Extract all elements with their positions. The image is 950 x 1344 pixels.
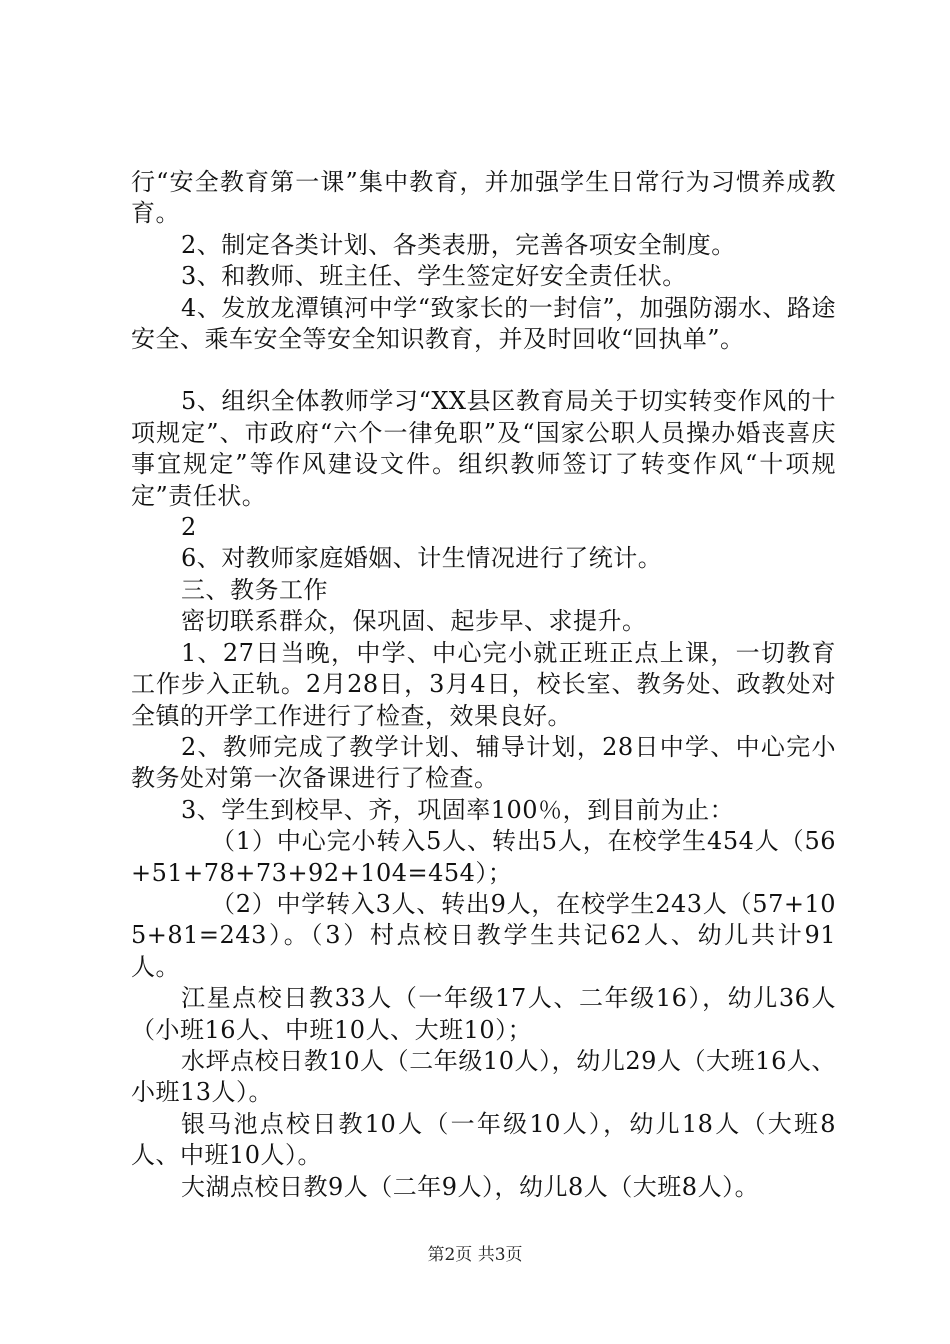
paragraph-academic-3: 3、学生到校早、齐，巩固率100％，到目前为止：: [181, 795, 735, 824]
section-heading-academic-affairs: 三、教务工作: [181, 575, 328, 604]
page-footer: 第2页 共3页: [427, 1245, 523, 1265]
paragraph-school-jiangxing: 江星点校日教33人（一年级17人、二年级16），幼儿36人（小班16人、中班10人、大班10）；: [131, 984, 836, 1044]
paragraph-summary: 密切联系群众，保巩固、起步早、求提升。: [181, 607, 647, 636]
paragraph-item-6: 6、对教师家庭婚姻、计生情况进行了统计。: [181, 544, 663, 573]
paragraph-sub-1: （1）中心完小转入5人、转出5人，在校学生454人（56+51+78+73+92+104=454）；: [131, 827, 836, 887]
paragraph-item-4: 4、发放龙潭镇河中学“致家长的一封信”，加强防溺水、路途安全、乘车安全等安全知识教育，并及时回收“回执单”。: [131, 293, 836, 354]
paragraph-academic-1: 1、27日当晚，中学、中心完小就正班正点上课，一切教育工作步入正轨。2月28日，3月4日，校长室、教务处、政教处对全镇的开学工作进行了检查，效果良好。: [131, 638, 836, 730]
paragraph-school-yinmachi: 银马池点校日教10人（一年级10人），幼儿18人（大班8人、中班10人）。: [131, 1109, 836, 1170]
page-number-marker: 2: [181, 513, 197, 542]
paragraph-item-5: 5、组织全体教师学习“XX县区教育局关于切实转变作风的十项规定”、市政府“六个一律免职”及“国家公职人员操办婚丧喜庆事宜规定”等作风建设文件。组织教师签订了转变作风“十项规定”责任状。: [131, 387, 836, 510]
paragraph-school-shuiping: 水坪点校日教10人（二年级10人），幼儿29人（大班16人、小班13人）。: [131, 1046, 836, 1107]
document-body: [131, 167, 836, 1203]
paragraph-academic-2: 2、教师完成了教学计划、辅导计划，28日中学、中心完小教务处对第一次备课进行了检查。: [131, 732, 836, 793]
paragraph-continuation: 行“安全教育第一课”集中教育，并加强学生日常行为习惯养成教育。: [131, 168, 836, 228]
paragraph-item-3: 3、和教师、班主任、学生签定好安全责任状。: [181, 262, 687, 291]
paragraph-item-2: 2、制定各类计划、各类表册，完善各项安全制度。: [181, 230, 736, 259]
paragraph-school-dahu: 大湖点校日教9人（二年9人），幼儿8人（大班8人）。: [181, 1172, 760, 1201]
paragraph-sub-2: （2）中学转入3人、转出9人，在校学生243人（57+105+81=243）。（3）村点校日教学生共记62人、幼儿共计91人。: [131, 889, 836, 981]
